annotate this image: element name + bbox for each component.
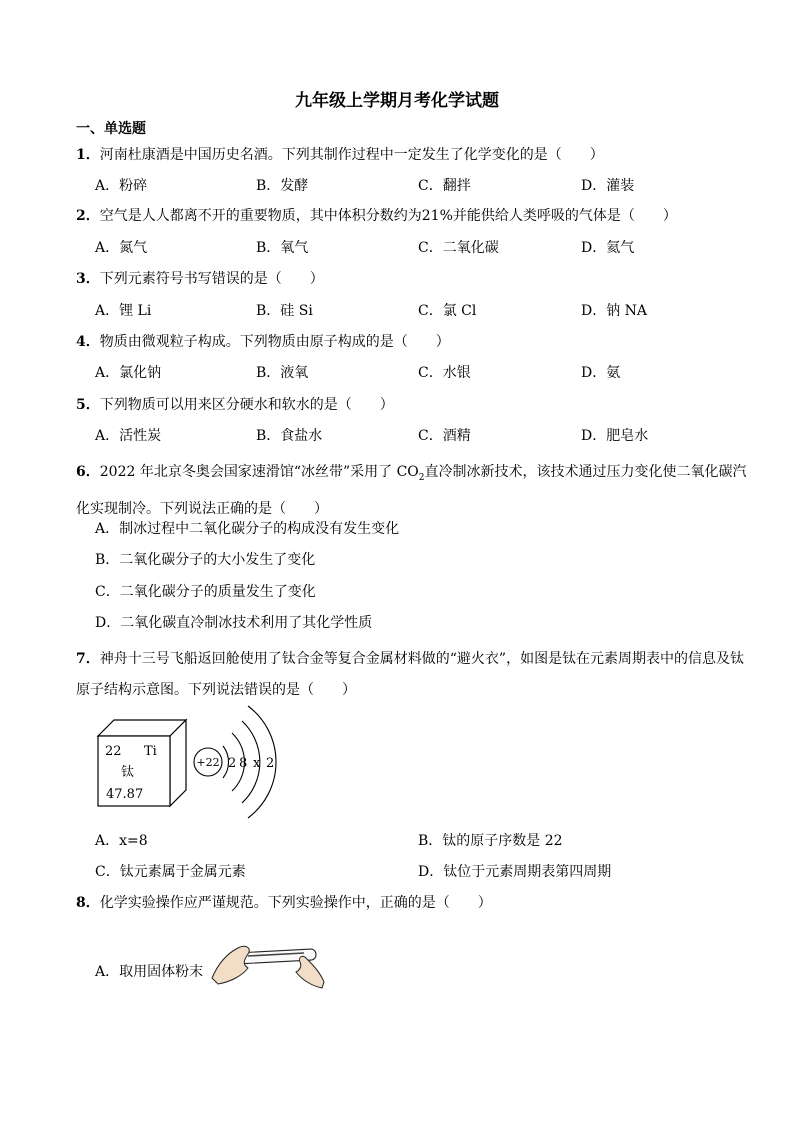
page-title: 九年级上学期月考化学试题 xyxy=(295,91,499,111)
question-number: 7． xyxy=(76,651,100,667)
question-text: 河南杜康酒是中国历史名酒。下列其制作过程中一定发生了化学变化的是（ ） xyxy=(99,147,604,163)
question-text: 物质由微观粒子构成。下列物质由原子构成的是（ ） xyxy=(99,334,450,350)
question-7 xyxy=(76,644,748,706)
option-a: A．制冰过程中二氧化碳分子的构成没有发生变化 xyxy=(95,521,400,537)
option-d: D．钠 NA xyxy=(581,303,648,319)
question-text: 神舟十三号飞船返回舱使用了钛合金等复合金属材料做的“避火衣”，如图是钛在元素周期表中的信息及钛原子结构示意图。下列说法错误的是（ ） xyxy=(76,651,745,698)
nucleus-charge: +22 xyxy=(196,756,220,769)
question-3 xyxy=(76,269,748,289)
question-text: 下列物质可以用来区分硬水和软水的是（ ） xyxy=(99,397,394,413)
question-5 xyxy=(76,395,748,415)
option-d: D．氦气 xyxy=(581,240,635,256)
question-number: 8． xyxy=(76,895,100,911)
section-heading: 一、单选题 xyxy=(76,121,146,137)
question-8 xyxy=(76,893,748,913)
option-c: C．酒精 xyxy=(418,428,471,444)
option-c: C．氯 Cl xyxy=(418,303,477,319)
subscript: 2 xyxy=(418,472,425,483)
option-d: D．二氧化碳直冷制冰技术利用了其化学性质 xyxy=(95,615,373,631)
left-hand xyxy=(212,946,249,984)
option-c: C．二氧化碳分子的质量发生了变化 xyxy=(95,584,316,600)
element-name: 钛 xyxy=(121,765,135,780)
question-text: 下列元素符号书写错误的是（ ） xyxy=(99,271,324,287)
shell-electrons-1: 2 xyxy=(228,756,237,771)
question-number: 2． xyxy=(76,208,100,224)
option-a: A．氮气 xyxy=(95,240,148,256)
option-b: B．二氧化碳分子的大小发生了变化 xyxy=(95,552,316,568)
option-c: C．翻拌 xyxy=(418,178,471,194)
question-text: 2022 年北京冬奥会国家速滑馆“冰丝带”采用了 CO xyxy=(99,464,419,480)
question-4 xyxy=(76,332,748,352)
question-1 xyxy=(76,145,748,165)
atomic-number: 22 xyxy=(105,744,122,759)
titanium-figure xyxy=(94,702,294,820)
option-b: B．氧气 xyxy=(256,240,309,256)
shell-electrons-4: 2 xyxy=(266,756,275,771)
option-a: A．锂 Li xyxy=(95,303,152,319)
option-c: C．钛元素属于金属元素 xyxy=(95,864,246,880)
option-d: D．钛位于元素周期表第四周期 xyxy=(418,864,612,880)
atomic-mass: 47.87 xyxy=(106,787,144,802)
question-number: 1． xyxy=(76,147,100,163)
question-number: 3． xyxy=(76,271,100,287)
option-a: A．取用固体粉末 xyxy=(95,964,204,980)
question-number: 4． xyxy=(76,334,100,350)
question-text: 化学实验操作应严谨规范。下列实验操作中，正确的是（ ） xyxy=(99,895,492,911)
right-hand xyxy=(296,956,324,988)
test-tube-hands-illustration xyxy=(208,934,328,990)
option-d: D．肥皂水 xyxy=(581,428,649,444)
option-a: A．活性炭 xyxy=(95,428,162,444)
shell-electrons-3: x xyxy=(253,756,261,771)
question-text-continued: 直冷制冰新技术，该技术通过压力变化使二氧化碳汽化实现制冷。下列说法正确的是（ ） xyxy=(76,464,747,517)
atom-structure xyxy=(194,706,276,818)
question-number: 5． xyxy=(76,397,100,413)
question-number: 6． xyxy=(76,464,100,480)
element-card xyxy=(98,720,186,806)
option-b: B．液氧 xyxy=(256,365,309,381)
question-2 xyxy=(76,206,748,226)
option-a: A．氯化钠 xyxy=(95,365,162,381)
option-d: D．氨 xyxy=(581,365,621,381)
question-text: 空气是人人都离不开的重要物质，其中体积分数约为21%并能供给人类呼吸的气体是（ ） xyxy=(99,208,677,224)
option-a: A．x=8 xyxy=(95,833,148,849)
option-b: B．食盐水 xyxy=(256,428,323,444)
question-6 xyxy=(76,457,748,525)
option-b: B．硅 Si xyxy=(256,303,313,319)
option-a: A．粉碎 xyxy=(95,178,148,194)
option-d: D．灌装 xyxy=(581,178,635,194)
element-symbol: Ti xyxy=(144,744,157,759)
option-b: B．钛的原子序数是 22 xyxy=(418,833,563,849)
option-b: B．发酵 xyxy=(256,178,309,194)
option-c: C．二氧化碳 xyxy=(418,240,499,256)
option-c: C．水银 xyxy=(418,365,471,381)
shell-electrons-2: 8 xyxy=(239,756,248,771)
